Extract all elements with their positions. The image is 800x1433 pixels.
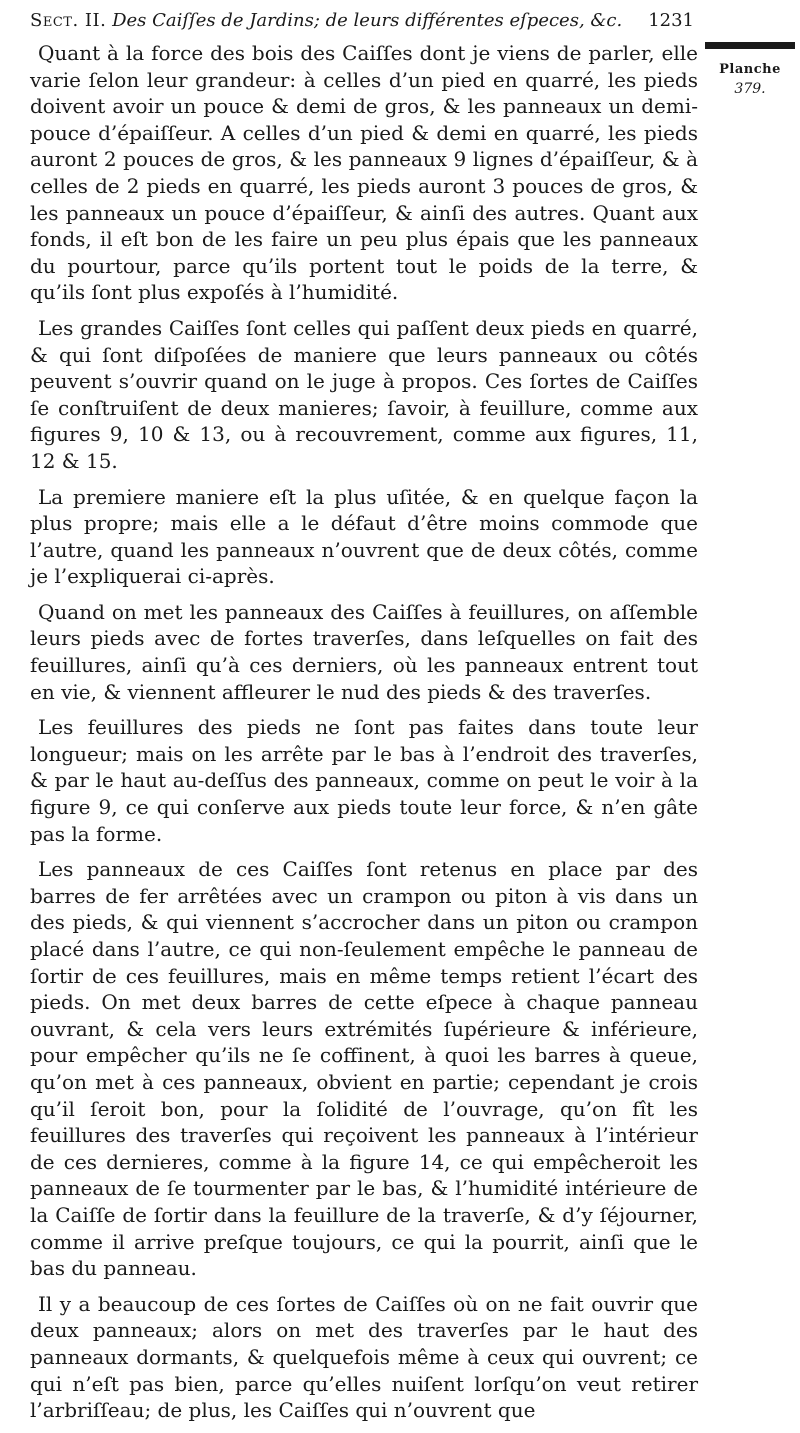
paragraph: Il y a beaucoup de ces ſortes de Caiſſes où on ne fait ouvrir que deux panneaux; alors on met des traverſes par le haut des panneaux dormants, & quelquefois même à ceux qui ouvrent; ce qui n’eſt pas bien, parce qu’elles nuiſent lorſqu’on veut retirer l’arbriſſeau; de plus, les Caiſſes qui n’ouvrent que	[30, 1291, 698, 1423]
paragraph: Les panneaux de ces Caiſſes ſont retenus en place par des barres de fer arrêtées avec un crampon ou piton à vis dans un des pieds, & qui viennent s’accrocher dans un piton ou crampon placé dans l’autre, ce qui non-ſeulement empêche le panneau de ſortir de ces feuillures, mais en même temps retient l’écart des pieds. On met deux barres de cette eſpece à chaque panneau ouvrant, & cela vers leurs extrémités ſupérieure & inférieure, pour empêcher qu’ils ne ſe coffinent, à quoi les barres à queue, qu’on met à ces panneaux, obvient en partie; cependant je crois qu’il ſeroit bon, pour la ſolidité de l’ouvrage, qu’on fît les feuillures des traverſes qui reçoivent les panneaux à l’intérieur de ces dernieres, comme à la figure 14, ce qui empêcheroit les panneaux de ſe tourmenter par le bas, & l’humidité intérieure de la Caiſſe de ſortir dans la feuillure de la traverſe, & d’y ſéjourner, comme il arrive preſque toujours, ce qui la pourrit, ainſi que le bas du panneau.	[30, 857, 698, 1281]
paragraph: Les grandes Caiſſes ſont celles qui paſſent deux pieds en quarré, & qui ſont diſpoſées de maniere que leurs panneaux ou côtés peuvent s’ouvrir quand on le juge à propos. Ces ſortes de Caiſſes ſe conſtruiſent de deux manieres; ſavoir, à feuillure, comme aux figures 9, 10 & 13, ou à recouvrement, comme aux figures, 11, 12 & 15.	[30, 315, 698, 473]
paragraph: Quand on met les panneaux des Caiſſes à feuillures, on aſſemble leurs pieds avec de fortes traverſes, dans leſquelles on fait des feuillures, ainſi qu’à ces derniers, où les panneaux entrent tout en vie, & viennent affleurer le nud des pieds & des traverſes.	[30, 599, 698, 704]
plate-label: Planche	[719, 62, 781, 77]
running-header	[30, 8, 700, 34]
paragraph: Quant à la force des bois des Caiſſes dont je viens de parler, elle varie ſelon leur grandeur: à celles d’un pied en quarré, les pieds doivent avoir un pouce & demi de gros, & les panneaux un demi-pouce d’épaiſſeur. A celles d’un pied & demi en quarré, les pieds auront 2 pouces de gros, & les panneaux 9 lignes d’épaiſſeur, & à celles de 2 pieds en quarré, les pieds auront 3 pouces de gros, & les panneaux un pouce d’épaiſſeur, & ainſi des autres. Quant aux fonds, il eſt bon de les faire un peu plus épais que les panneaux du pourtour, parce qu’ils portent tout le poids de la terre, & qu’ils ſont plus expoſés à l’humidité.	[30, 41, 698, 305]
page-number: 1231	[648, 10, 694, 31]
paragraph: Les feuillures des pieds ne ſont pas faites dans toute leur longueur; mais on les arrête par le bas à l’endroit des traverſes, & par le haut au-deſſus des panneaux, comme on peut le voir à la figure 9, ce qui conſerve aux pieds toute leur force, & n’en gâte pas la forme.	[30, 715, 698, 846]
running-title: Des Caiſſes de Jardins; de leurs différentes eſpeces, &c.	[112, 10, 623, 31]
margin-rule	[705, 42, 795, 49]
paragraph: La premiere maniere eſt la plus uſitée, & en quelque façon la plus propre; mais elle a le défaut d’être moins commode que l’autre, quand les panneaux n’ouvrent que de deux côtés, comme je l’expliquerai ci-après.	[30, 484, 698, 589]
section-label: Sect. II.	[30, 10, 107, 31]
plate-number: 379.	[734, 81, 766, 97]
body-text	[30, 40, 698, 1433]
margin-note	[705, 36, 795, 99]
